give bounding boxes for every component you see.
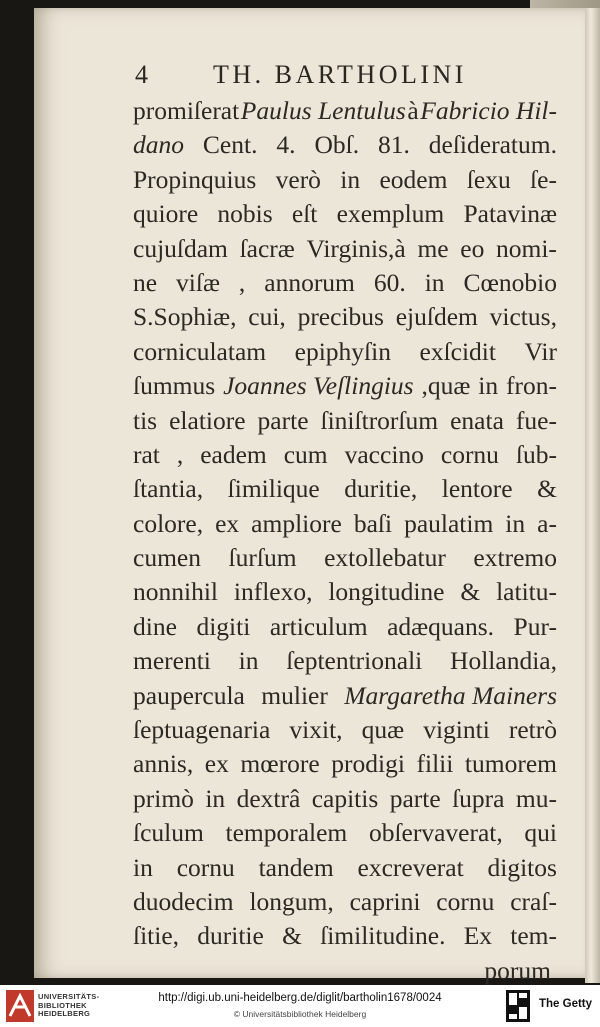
word: tumorem — [464, 749, 557, 779]
word: ne — [133, 267, 158, 297]
word: ſculum — [133, 818, 204, 848]
word: extremo — [473, 543, 557, 573]
word: annorum — [264, 267, 355, 297]
word: primò — [133, 783, 194, 813]
word: , — [176, 439, 184, 469]
word: in — [238, 646, 259, 676]
word: & — [282, 921, 302, 951]
word: digitos — [487, 852, 557, 882]
word: articulum — [269, 611, 368, 641]
word: adæquans. — [387, 611, 495, 641]
word: ejuſdem — [395, 302, 478, 332]
text-line — [133, 644, 557, 678]
word: paulatim — [404, 508, 494, 538]
word: ſupra — [452, 783, 505, 813]
word: lentore — [441, 474, 513, 504]
word: mu- — [515, 783, 557, 813]
text-line — [133, 197, 557, 231]
word: quiore — [133, 199, 199, 229]
word: vixit, — [289, 715, 343, 745]
word: in — [424, 267, 445, 297]
word: in — [133, 852, 153, 882]
word: ampliore — [251, 508, 342, 538]
text-line — [133, 507, 557, 541]
word: Cœnobio — [463, 267, 557, 297]
text-line — [133, 747, 557, 781]
text-line — [133, 885, 557, 919]
word: cornu — [440, 439, 499, 469]
word: verò — [275, 164, 321, 194]
word: fron- — [506, 371, 557, 401]
word: 81. — [377, 130, 410, 160]
word: in — [340, 164, 361, 194]
catchword-line — [133, 954, 557, 985]
text-line — [133, 163, 557, 197]
text-line — [133, 541, 557, 575]
word: fue- — [515, 405, 557, 435]
word: quæ — [361, 715, 405, 745]
word: ſiniſtrorſum — [320, 405, 439, 435]
word: parte — [257, 405, 309, 435]
word: duritie — [197, 921, 264, 951]
word: ſitie, — [133, 921, 180, 951]
library-logo-line-2: BIBLIOTHEK — [38, 1000, 87, 1010]
word: dextrâ — [236, 783, 301, 813]
word: victus, — [489, 302, 557, 332]
page-edge — [585, 8, 600, 983]
proper-name: Fabricio Hil- — [420, 96, 557, 125]
word: annis, — [133, 749, 194, 779]
word: enata — [450, 405, 504, 435]
text-line — [133, 128, 557, 162]
proper-name: dano — [133, 130, 184, 160]
word: Propinquius — [133, 164, 257, 194]
word: excreverat — [357, 852, 464, 882]
word: caprini — [349, 886, 421, 916]
library-logo-line-1: UNIVERSITÄTS- — [38, 992, 100, 1001]
word: colore, — [133, 508, 204, 538]
text-line — [133, 335, 557, 369]
word: à — [407, 96, 419, 125]
word: precibus — [297, 302, 384, 332]
word: exemplum — [336, 199, 445, 229]
word: obſervaverat, — [368, 818, 503, 848]
partner-name: The Getty — [539, 998, 593, 1010]
word: ſimilique — [227, 474, 320, 504]
word: tem- — [510, 921, 557, 951]
word: Virginis,à — [306, 233, 406, 263]
word: baſi — [353, 508, 393, 538]
word: duodecim — [133, 886, 234, 916]
word: nobis — [217, 199, 273, 229]
word: viſæ — [176, 267, 220, 297]
text-line — [133, 300, 557, 334]
word: ſeptuagenaria — [133, 715, 271, 745]
word: Vir — [524, 336, 557, 366]
page-number: 4 — [135, 60, 148, 89]
word: eodem — [379, 164, 448, 194]
word: extollebatur — [324, 543, 446, 573]
running-head: TH. BARTHOLINI — [213, 60, 467, 89]
word: elatiore — [169, 405, 246, 435]
word: mulier — [261, 680, 328, 710]
word: Patavinæ — [463, 199, 557, 229]
word: eſt — [291, 199, 318, 229]
word: cornu — [176, 852, 235, 882]
word: tandem — [258, 852, 334, 882]
word: Pur- — [513, 611, 557, 641]
text-line — [133, 232, 557, 266]
word: capitis — [311, 783, 379, 813]
word: in — [505, 508, 526, 538]
word: Cent. — [202, 130, 258, 160]
word: ſimilitudine. — [320, 921, 446, 951]
proper-name: Paulus Lentulus — [240, 96, 406, 125]
word: & — [460, 577, 481, 607]
page-header — [135, 60, 555, 94]
word: S.Sophiæ, — [133, 302, 237, 332]
proper-name: Margaretha Mainers — [344, 680, 557, 710]
text-line — [133, 94, 557, 128]
word: cornu — [436, 886, 495, 916]
word: epiphyſin — [294, 336, 391, 366]
word: in — [478, 371, 499, 401]
word: 60. — [373, 267, 406, 297]
word: temporalem — [225, 818, 348, 848]
word: eadem — [200, 439, 267, 469]
word: ſummus — [133, 371, 216, 401]
word: & — [537, 474, 557, 504]
word: ſtantia, — [133, 474, 204, 504]
word: ex — [204, 749, 229, 779]
text-line — [133, 266, 557, 300]
word: Obſ. — [314, 130, 360, 160]
proper-name: Joannes Veſlingius — [223, 371, 414, 401]
word: a- — [537, 508, 557, 538]
word: , — [238, 267, 246, 297]
getty-logo-icon[interactable] — [506, 990, 530, 1022]
word: cujuſdam — [133, 233, 228, 263]
word: merenti — [133, 646, 211, 676]
word: in — [205, 783, 226, 813]
text-line — [133, 919, 557, 953]
word: me — [417, 233, 449, 263]
text-line — [133, 816, 557, 850]
library-logo-line-3: HEIDELBERG — [38, 1009, 91, 1018]
text-line — [133, 713, 557, 747]
word: Hollandia, — [450, 646, 557, 676]
word: rat — [133, 439, 160, 469]
text-line — [133, 404, 557, 438]
text-line — [133, 369, 557, 403]
copyright-notice: © Universitätsbibliothek Heidelberg — [233, 1009, 367, 1019]
word: ,quæ — [421, 371, 471, 401]
word: ſeptentrionali — [286, 646, 423, 676]
word: parte — [389, 783, 441, 813]
word: digiti — [196, 611, 251, 641]
text-line — [133, 679, 557, 713]
word: ſacræ — [239, 233, 295, 263]
word: retrò — [508, 715, 557, 745]
word: ſexu — [466, 164, 511, 194]
word: qui — [524, 818, 557, 848]
word: eo — [460, 233, 485, 263]
text-line — [133, 782, 557, 816]
word: ſub- — [515, 439, 557, 469]
word: exſcidit — [419, 336, 496, 366]
word: cumen — [133, 543, 201, 573]
word: filii — [416, 749, 454, 779]
word: cui, — [248, 302, 286, 332]
word: vaccino — [344, 439, 424, 469]
text-line — [133, 472, 557, 506]
word: ex — [215, 508, 240, 538]
word: inflexo, — [233, 577, 313, 607]
word: cum — [283, 439, 328, 469]
word: tis — [133, 405, 158, 435]
word: longitudine — [328, 577, 445, 607]
word: corniculatam — [133, 336, 267, 366]
text-line — [133, 438, 557, 472]
word: dine — [133, 611, 177, 641]
word: paupercula — [133, 680, 245, 710]
word: mœrore — [240, 749, 320, 779]
word: nomi- — [496, 233, 557, 263]
word: Ex — [463, 921, 493, 951]
word: ſe- — [530, 164, 557, 194]
word: ſurſum — [228, 543, 297, 573]
body-text — [133, 94, 557, 985]
word: promiſerat — [133, 96, 240, 125]
word: latitu- — [496, 577, 557, 607]
word: duritie, — [344, 474, 418, 504]
viewer-footer — [0, 985, 600, 1027]
word: 4. — [276, 130, 296, 160]
word: prodigi — [331, 749, 405, 779]
word: deſideratum. — [428, 130, 557, 160]
permalink-url[interactable]: http://digi.ub.uni-heidelberg.de/diglit/bartholin1678/0024 — [158, 992, 442, 1004]
word: nonnihil — [133, 577, 219, 607]
catchword: porum — [484, 955, 551, 985]
word: viginti — [423, 715, 490, 745]
text-line — [133, 610, 557, 644]
word: craſ- — [510, 886, 557, 916]
text-line — [133, 851, 557, 885]
text-line — [133, 575, 557, 609]
word: longum, — [249, 886, 334, 916]
